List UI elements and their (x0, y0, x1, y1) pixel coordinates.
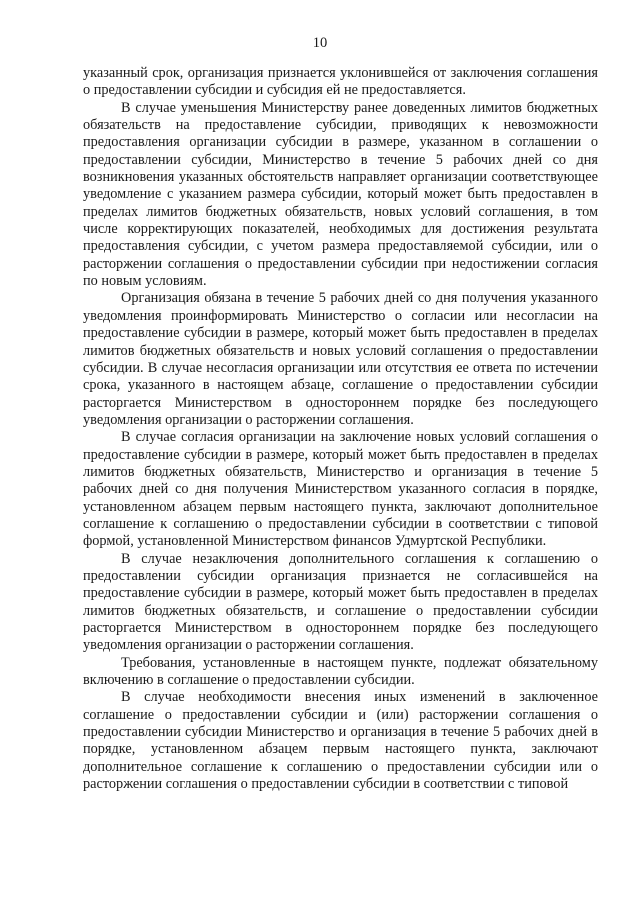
document-body (83, 65, 598, 793)
paragraph-limit-reduction: В случае уменьшения Министерству ранее доведенных лимитов бюджетных обязательств на предоставление субсидии, приводящих к невозможности предоставления организации субсидии в размере, указанном в соглашении о предоставлении субсидии, Министерство в течение 5 рабочих дней со дня возникновения указанных обстоятельств направляет организации соответствующее уведомление с указанием размера субсидии, который может быть предоставлен в пределах лимитов бюджетных обязательств, новых условий соглашения, в том числе корректирующих показателей, необходимых для достижения результата предоставления субсидии, с учетом размера предоставляемой субсидии, или о расторжении соглашения о предоставлении субсидии при недостижении согласия по новым условиям. (83, 99, 598, 290)
page-number: 10 (312, 35, 328, 51)
paragraph-non-conclusion-case: В случае незаключения дополнительного соглашения к соглашению о предоставлении субсидии организация признается не согласившейся на предоставление субсидии в размере, который может быть предоставлен в пределах лимитов бюджетных обязательств, и соглашение о предоставлении субсидии расторгается Министерством в одностороннем порядке без последующего уведомления организации о расторжении соглашения. (83, 550, 598, 654)
paragraph-consent-case: В случае согласия организации на заключение новых условий соглашения о предоставление субсидии в размере, который может быть предоставлен в пределах лимитов бюджетных обязательств, Министерство и организация в течение 5 рабочих дней со дня получения Министерством указанного согласия в порядке, установленном абзацем первым настоящего пункта, заключают дополнительное соглашение к соглашению о предоставлении субсидии в соответствии с типовой формой, установленной Министерством финансов Удмуртской Республики. (83, 429, 598, 550)
paragraph-continuation: указанный срок, организация признается уклонившейся от заключения соглашения о предоставлении субсидии и субсидия ей не предоставляется. (83, 65, 598, 99)
paragraph-organization-obligation: Организация обязана в течение 5 рабочих дней со дня получения указанного уведомления проинформировать Министерство о согласии или несогласии на предоставление субсидии в размере, который может быть предоставлен в пределах лимитов бюджетных обязательств и новых условий соглашения о предоставлении субсидии. В случае несогласия организации или отсутствия ее ответа по истечении срока, указанного в настоящем абзаце, соглашение о предоставлении субсидии расторгается Министерством в одностороннем порядке без последующего уведомления организации о расторжении соглашения. (83, 290, 598, 428)
paragraph-other-changes: В случае необходимости внесения иных изменений в заключенное соглашение о предоставлении субсидии и (или) расторжении соглашения о предоставлении субсидии Министерство и организация в течение 5 рабочих дней в порядке, установленном абзацем первым настоящего пункта, заключают дополнительное соглашение к соглашению о предоставлении субсидии или о расторжении соглашения о предоставлении субсидии в соответствии с типовой (83, 689, 598, 793)
paragraph-requirements: Требования, установленные в настоящем пункте, подлежат обязательному включению в соглашение о предоставлении субсидии. (83, 654, 598, 689)
